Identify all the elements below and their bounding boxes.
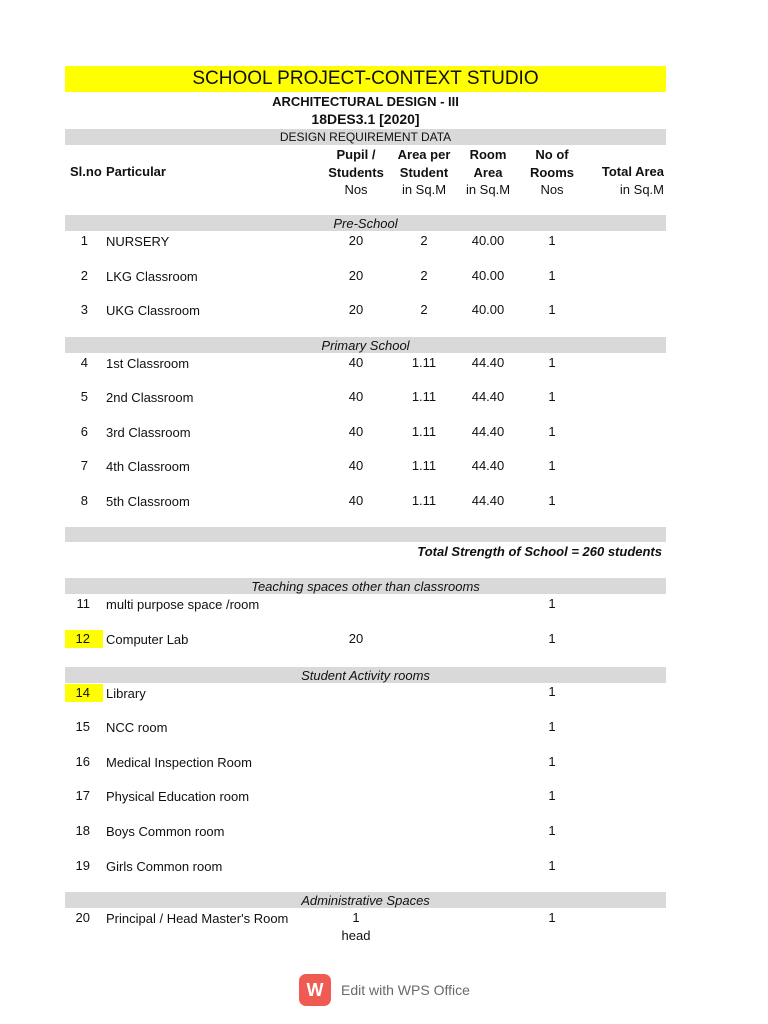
col-particular: Particular [106, 164, 166, 179]
group-teaching: Teaching spaces other than classrooms [251, 579, 480, 594]
col-rooms-1: No of [535, 147, 569, 162]
group-preschool: Pre-School [333, 216, 398, 231]
col-area-3: in Sq.M [401, 182, 447, 197]
col-slno: Sl.no [70, 164, 102, 179]
col-pupil-1: Pupil / [336, 147, 376, 162]
spacer-band [65, 527, 666, 542]
subtitle-code: 18DES3.1 [2020] [311, 111, 420, 127]
col-room-1: Room [469, 147, 507, 162]
section-header: DESIGN REQUIREMENT DATA [279, 130, 452, 144]
col-pupil-3: Nos [344, 182, 368, 197]
col-total-1: Total Area [601, 164, 664, 179]
group-admin: Administrative Spaces [301, 893, 430, 908]
col-room-2: Area [473, 165, 503, 180]
wps-logo-icon: W [299, 974, 331, 1006]
col-area-2: Student [399, 165, 449, 180]
total-strength: Total Strength of School = 260 students [417, 544, 662, 559]
col-pupil-2: Students [328, 165, 384, 180]
subtitle-course: ARCHITECTURAL DESIGN - III [272, 94, 459, 109]
col-rooms-2: Rooms [529, 165, 575, 180]
col-rooms-3: Nos [540, 182, 564, 197]
wps-edit-button[interactable] [299, 974, 470, 1006]
col-room-3: in Sq.M [465, 182, 511, 197]
wps-label: Edit with WPS Office [341, 982, 470, 998]
group-activity: Student Activity rooms [301, 668, 430, 683]
page-title: SCHOOL PROJECT-CONTEXT STUDIO [192, 68, 539, 89]
col-area-1: Area per [397, 147, 451, 162]
col-total-2: in Sq.M [619, 182, 664, 197]
group-primary: Primary School [321, 338, 410, 353]
